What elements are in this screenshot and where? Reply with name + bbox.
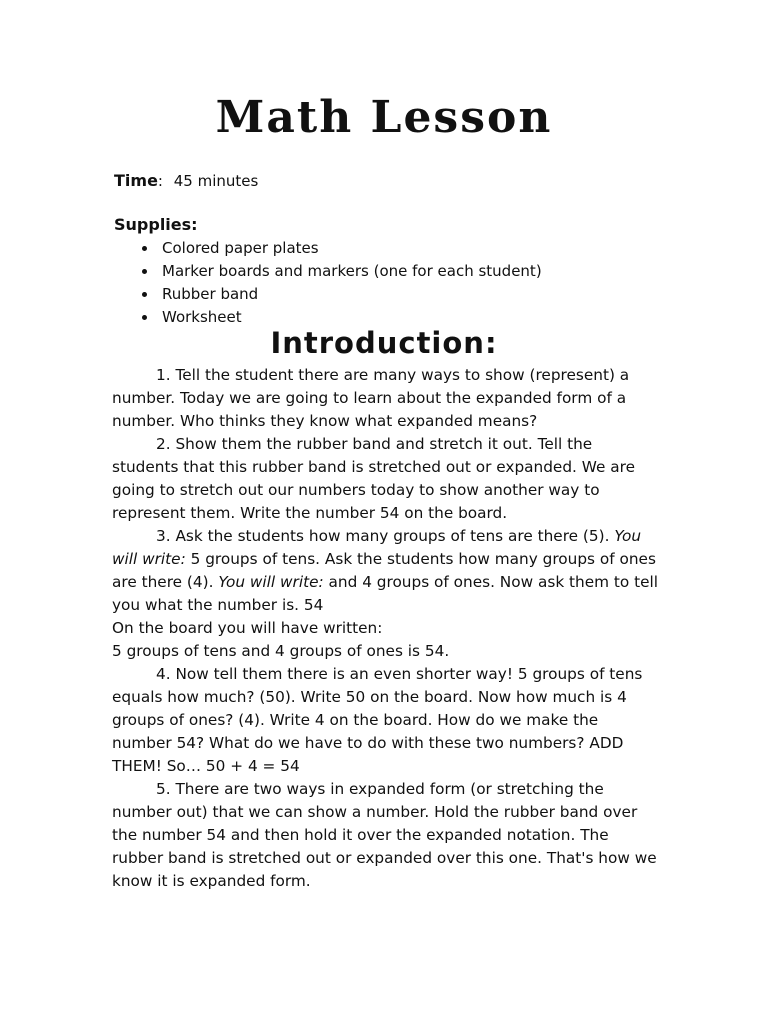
board-line-2: 5 groups of tens and 4 groups of ones is 54. xyxy=(112,642,450,660)
step-3-part-a: 3. Ask the students how many groups of tens are there (5). xyxy=(156,527,610,545)
you-will-write-2: You will write: xyxy=(218,573,324,591)
step-3-part-c: and 4 groups of ones. Now ask them to tell you what the number is. 54 xyxy=(112,573,659,614)
introduction-heading: Introduction: xyxy=(270,326,498,360)
board-line-1: On the board you will have written: xyxy=(112,619,383,637)
step-4: 4. Now tell them there is an even shorter way! 5 groups of tens equals how much? (50). Write 50 on the board. Now how much is 4 groups of ones? (4). Write 4 on the board. How do we make the number 54? What do we have to do with these two numbers? ADD THEM! So… 50 + 4 = 54 xyxy=(112,665,643,775)
supplies-heading: Supplies: xyxy=(114,215,198,234)
list-item: • Rubber band xyxy=(158,283,542,306)
supplies-list xyxy=(140,237,542,329)
you-will-write-1: You will write: xyxy=(112,527,642,568)
page-title: Math Lesson xyxy=(215,92,553,143)
step-5: 5. There are two ways in expanded form (or stretching the number out) that we can show a number. Hold the rubber band over the number 54 and then hold it over the expanded notation. The rubber band is stretched out or expanded over this one. That's how we know it is expanded form. xyxy=(112,780,657,890)
time-value: 45 minutes xyxy=(173,172,259,190)
list-item: • Marker boards and markers (one for each student) xyxy=(158,260,542,283)
list-item: • Colored paper plates xyxy=(158,237,542,260)
step-1: 1. Tell the student there are many ways to show (represent) a number. Today we are going to learn about the expanded form of a number. Who thinks they know what expanded means? xyxy=(112,366,630,430)
step-3-part-b: 5 groups of tens. Ask the students how many groups of ones are there (4). xyxy=(112,550,656,591)
time-row xyxy=(114,171,258,190)
step-3 xyxy=(112,525,660,617)
time-label: Time xyxy=(114,171,158,190)
time-colon: : xyxy=(157,172,163,190)
list-item: • Worksheet xyxy=(158,306,542,329)
step-2: 2. Show them the rubber band and stretch it out. Tell the students that this rubber band is stretched out or expanded. We are going to stretch out our numbers today to show another way to represent them. Write the number 54 on the board. xyxy=(112,435,636,522)
introduction-body xyxy=(112,364,660,893)
